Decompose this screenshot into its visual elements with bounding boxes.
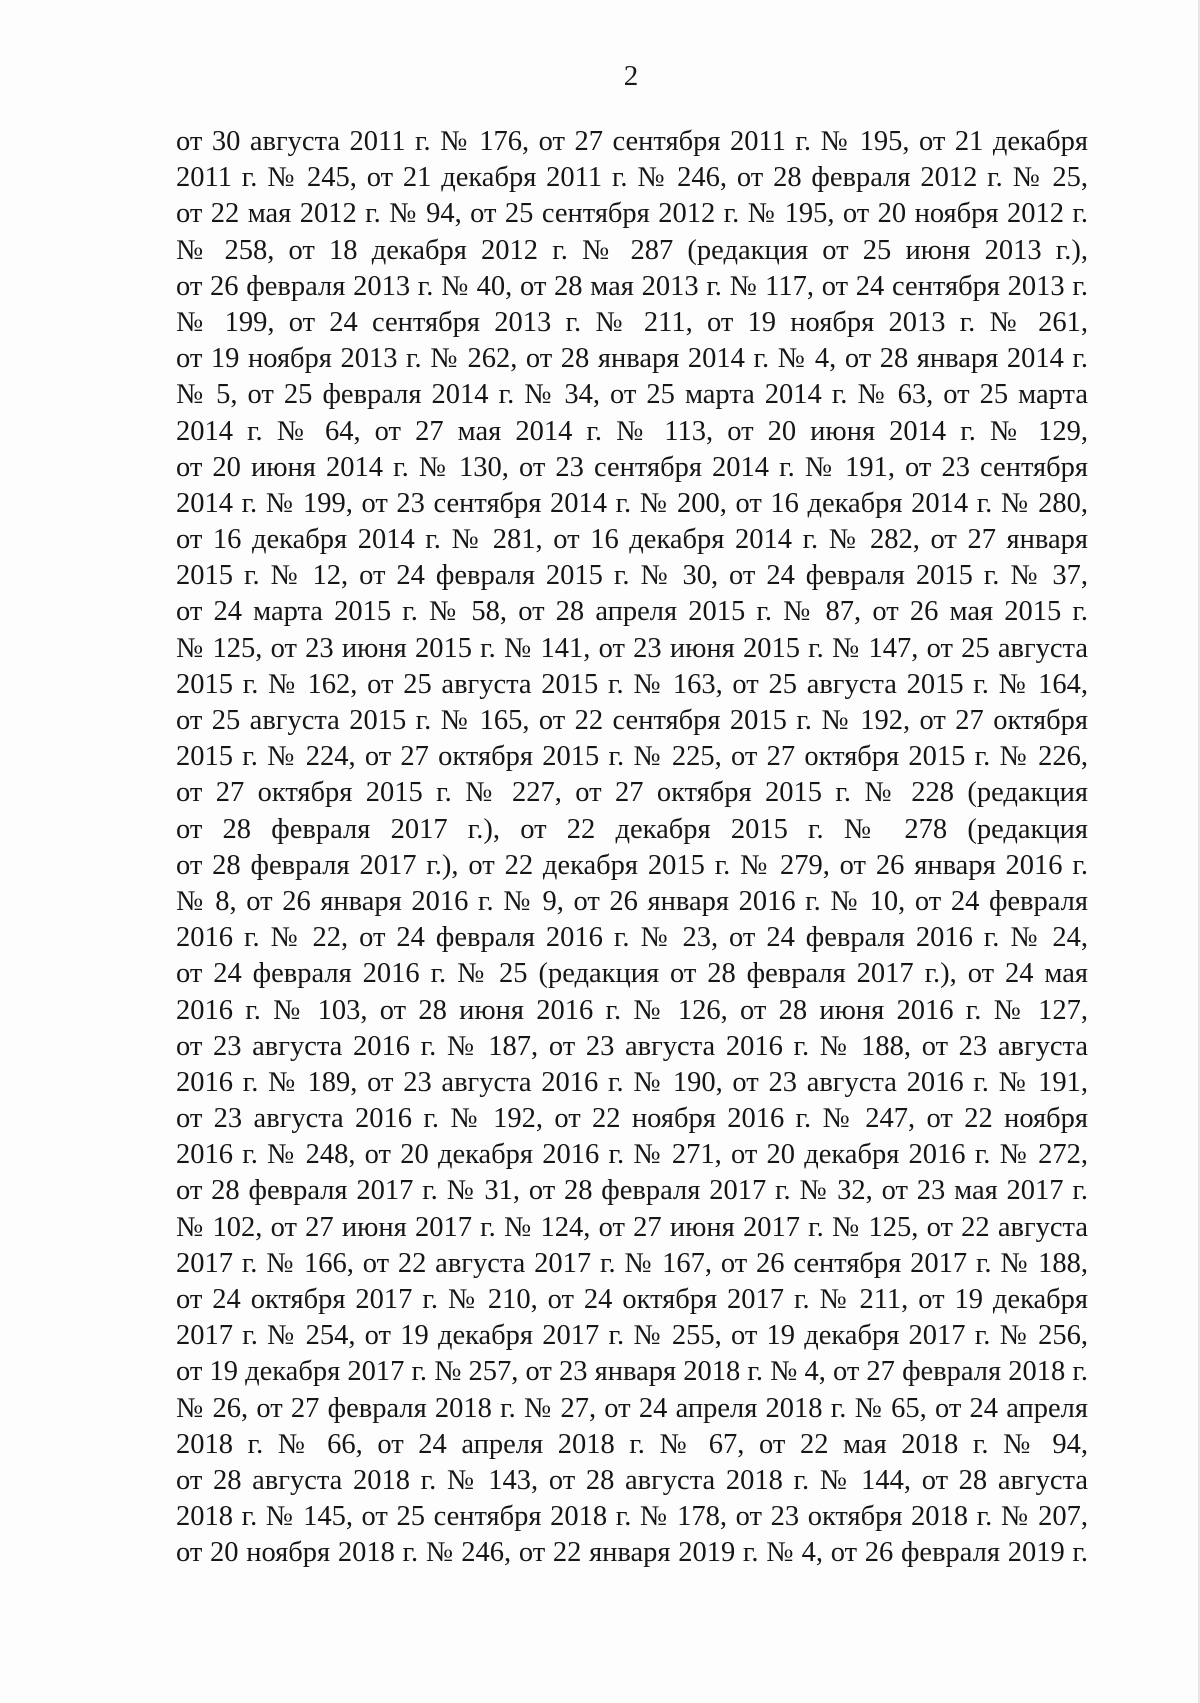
- text-line: от 24 октября 2017 г. № 210, от 24 октября 2017 г. № 211, от 19 декабря: [176, 1284, 1088, 1315]
- text-line: от 24 февраля 2016 г. № 25 (редакция от 28 февраля 2017 г.), от 24 мая: [176, 958, 1088, 990]
- text-line: № 102, от 27 июня 2017 г. № 124, от 27 июня 2017 г. № 125, от 22 августа: [176, 1211, 1088, 1243]
- text-line: 2015 г. № 224, от 27 октября 2015 г. № 225, от 27 октября 2015 г. № 226,: [176, 741, 1088, 773]
- text-line: от 22 мая 2012 г. № 94, от 25 сентября 2012 г. № 195, от 20 ноября 2012 г.: [176, 198, 1088, 230]
- text-line: 2014 г. № 64, от 27 мая 2014 г. № 113, от 20 июня 2014 г. № 129,: [176, 415, 1088, 447]
- text-line: № 5, от 25 февраля 2014 г. № 34, от 25 марта 2014 г. № 63, от 25 марта: [176, 379, 1088, 411]
- text-line: от 16 декабря 2014 г. № 281, от 16 декабря 2014 г. № 282, от 27 января: [176, 524, 1088, 556]
- text-line: от 28 февраля 2017 г. № 31, от 28 февраля 2017 г. № 32, от 23 мая 2017 г.: [176, 1175, 1088, 1207]
- text-line: 2017 г. № 254, от 19 декабря 2017 г. № 255, от 19 декабря 2017 г. № 256,: [176, 1320, 1088, 1352]
- text-line: № 26, от 27 февраля 2018 г. № 27, от 24 апреля 2018 г. № 65, от 24 апреля: [176, 1392, 1088, 1424]
- text-line: № 258, от 18 декабря 2012 г. № 287 (редакция от 25 июня 2013 г.),: [176, 234, 1088, 266]
- text-line: от 19 декабря 2017 г. № 257, от 23 января 2018 г. № 4, от 27 февраля 2018 г.: [176, 1356, 1088, 1388]
- text-line: от 25 августа 2015 г. № 165, от 22 сентября 2015 г. № 192, от 27 октября: [176, 705, 1088, 736]
- text-line: 2018 г. № 145, от 25 сентября 2018 г. № 178, от 23 октября 2018 г. № 207,: [176, 1501, 1088, 1533]
- text-line: от 28 августа 2018 г. № 143, от 28 августа 2018 г. № 144, от 28 августа: [176, 1464, 1088, 1496]
- text-line: от 19 ноября 2013 г. № 262, от 28 января 2014 г. № 4, от 28 января 2014 г.: [176, 343, 1088, 375]
- text-line: от 23 августа 2016 г. № 187, от 23 августа 2016 г. № 188, от 23 августа: [176, 1030, 1088, 1062]
- text-line: от 28 февраля 2017 г.), от 22 декабря 2015 г. № 278 (редакция: [176, 813, 1088, 845]
- text-line: от 23 августа 2016 г. № 192, от 22 ноября 2016 г. № 247, от 22 ноября: [176, 1103, 1088, 1135]
- text-line: № 125, от 23 июня 2015 г. № 141, от 23 июня 2015 г. № 147, от 25 августа: [176, 632, 1088, 664]
- text-line: 2015 г. № 162, от 25 августа 2015 г. № 163, от 25 августа 2015 г. № 164,: [176, 668, 1088, 700]
- text-line: 2016 г. № 22, от 24 февраля 2016 г. № 23, от 24 февраля 2016 г. № 24,: [176, 922, 1088, 954]
- text-line: № 8, от 26 января 2016 г. № 9, от 26 января 2016 г. № 10, от 24 февраля: [176, 885, 1088, 917]
- text-line: 2018 г. № 66, от 24 апреля 2018 г. № 67, от 22 мая 2018 г. № 94,: [176, 1428, 1088, 1460]
- text-line: от 20 июня 2014 г. № 130, от 23 сентября 2014 г. № 191, от 23 сентября: [176, 451, 1088, 483]
- text-line: 2016 г. № 189, от 23 августа 2016 г. № 190, от 23 августа 2016 г. № 191,: [176, 1066, 1088, 1098]
- text-line: от 20 ноября 2018 г. № 246, от 22 января 2019 г. № 4, от 26 февраля 2019 г.: [176, 1537, 1088, 1569]
- body-text: [176, 124, 1088, 1572]
- text-line: от 26 февраля 2013 г. № 40, от 28 мая 2013 г. № 117, от 24 сентября 2013 г.: [176, 270, 1088, 302]
- text-line: № 199, от 24 сентября 2013 г. № 211, от 19 ноября 2013 г. № 261,: [176, 306, 1088, 338]
- text-line: 2016 г. № 248, от 20 декабря 2016 г. № 271, от 20 декабря 2016 г. № 272,: [176, 1139, 1088, 1171]
- text-line: 2016 г. № 103, от 28 июня 2016 г. № 126, от 28 июня 2016 г. № 127,: [176, 994, 1088, 1026]
- text-line: 2015 г. № 12, от 24 февраля 2015 г. № 30, от 24 февраля 2015 г. № 37,: [176, 560, 1088, 592]
- page-number: 2: [623, 60, 639, 92]
- text-line: от 30 августа 2011 г. № 176, от 27 сентября 2011 г. № 195, от 21 декабря: [176, 126, 1088, 157]
- text-line: от 24 марта 2015 г. № 58, от 28 апреля 2015 г. № 87, от 26 мая 2015 г.: [176, 596, 1088, 628]
- text-line: 2017 г. № 166, от 22 августа 2017 г. № 167, от 26 сентября 2017 г. № 188,: [176, 1247, 1088, 1279]
- text-line: 2011 г. № 245, от 21 декабря 2011 г. № 246, от 28 февраля 2012 г. № 25,: [176, 162, 1088, 194]
- text-line: от 27 октября 2015 г. № 227, от 27 октября 2015 г. № 228 (редакция: [176, 777, 1088, 809]
- text-line: от 28 февраля 2017 г.), от 22 декабря 2015 г. № 279, от 26 января 2016 г.: [176, 849, 1088, 881]
- text-line: 2014 г. № 199, от 23 сентября 2014 г. № 200, от 16 декабря 2014 г. № 280,: [176, 487, 1088, 519]
